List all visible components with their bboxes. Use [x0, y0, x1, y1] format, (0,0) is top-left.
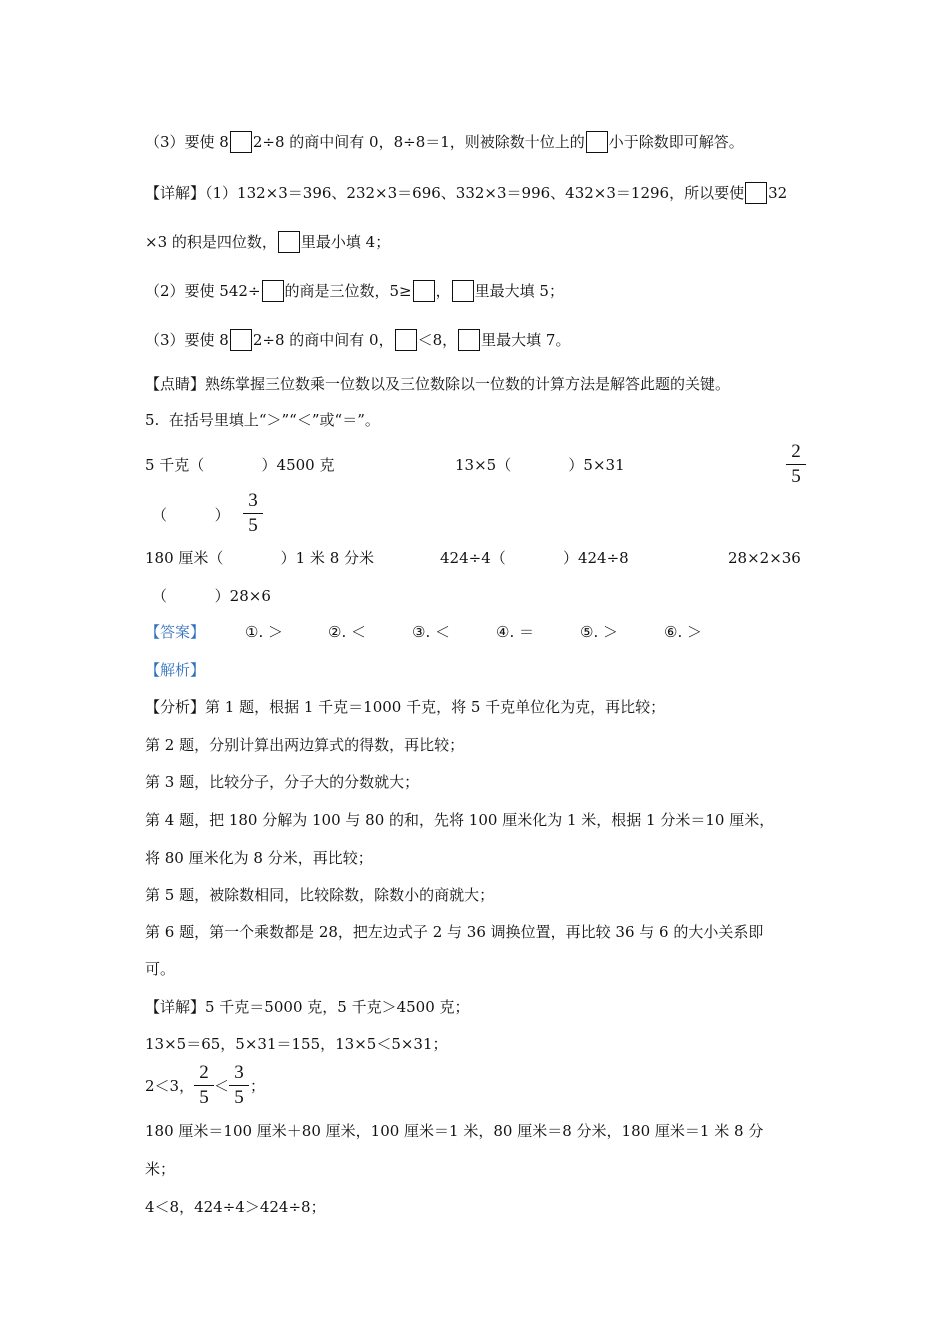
blank-box: [413, 280, 435, 302]
question-5-title: 5. 在括号里填上“＞”“＜”或“＝”。: [145, 411, 380, 429]
blank-box: [458, 329, 480, 351]
q5-item-6-right: （ ）28×6: [152, 587, 271, 605]
blank-box: [262, 280, 284, 302]
detail-step2: （2）要使 542÷ 的商是三位数，5≥ ， 里最大填 5；: [145, 282, 564, 300]
blank-box: [278, 231, 300, 253]
q5-item-4: 180 厘米（ ）1 米 8 分米: [145, 549, 375, 567]
q5-item-2: 13×5（ ）5×31: [455, 456, 625, 474]
blank-box: [586, 131, 608, 153]
answer-label: 【答案】: [145, 623, 206, 641]
analysis-line: 第 4 题，把 180 分解为 100 与 80 的和，先将 100 厘米化为 1 米，根据 1 分米＝10 厘米，: [145, 811, 775, 829]
detail-line: 米；: [145, 1160, 176, 1178]
analysis-line: 第 6 题，第一个乘数都是 28，把左边式子 2 与 36 调换位置，再比较 36 与 6 的大小关系即: [145, 923, 764, 941]
fraction-2-5: 2 5: [786, 441, 806, 488]
detail-line: 4＜8，424÷4＞424÷8；: [145, 1198, 326, 1216]
q5-item-3-paren: （ ）: [152, 506, 230, 524]
detail-line: 180 厘米＝100 厘米＋80 厘米，100 厘米＝1 米，80 厘米＝8 分米，180 厘米＝1 米 8 分: [145, 1122, 764, 1140]
analysis-line: 第 2 题，分别计算出两边算式的得数，再比较；: [145, 736, 465, 754]
fraction-2-5: 2 5: [194, 1062, 214, 1109]
analysis-label: 【解析】: [145, 661, 206, 679]
detail-step1-cont: ×3 的积是四位数， 里最小填 4；: [145, 233, 391, 251]
analysis-line: 将 80 厘米化为 8 分米，再比较；: [145, 849, 373, 867]
key-point: 【点睛】熟练掌握三位数乘一位数以及三位数除以一位数的计算方法是解答此题的关键。: [145, 375, 731, 393]
analysis-line: 第 5 题，被除数相同，比较除数，除数小的商就大；: [145, 886, 495, 904]
q5-item-5: 424÷4（ ）424÷8: [440, 549, 629, 567]
answer-4: ④. ＝: [496, 623, 534, 641]
less-than-sign: ＜: [214, 1077, 230, 1095]
answer-6: ⑥. ＞: [664, 623, 702, 641]
blank-box: [395, 329, 417, 351]
blank-box: [230, 329, 252, 351]
detail-line-fraction-lead: 2＜3，: [145, 1077, 195, 1095]
answer-3: ③. ＜: [412, 623, 450, 641]
semicolon: ；: [250, 1077, 266, 1095]
fraction-3-5: 3 5: [243, 490, 263, 537]
analysis-line: 第 3 题，比较分子，分子大的分数就大；: [145, 773, 420, 791]
answer-2: ②. ＜: [328, 623, 366, 641]
detail-step1: 【详解】（1）132×3＝396、232×3＝696、332×3＝996、432×3＝1296，所以要使 32: [145, 184, 788, 202]
q5-item-6-left: 28×2×36: [728, 549, 801, 567]
detail-step3: （3）要使 8 2÷8 的商中间有 0， ＜8， 里最大填 7。: [145, 331, 571, 349]
step3-hint: （3）要使 8 2÷8 的商中间有 0，8÷8＝1，则被除数十位上的 小于除数即可解答。: [145, 133, 744, 151]
blank-box: [230, 131, 252, 153]
answer-1: ①. ＞: [245, 623, 283, 641]
analysis-line: 【分析】第 1 题，根据 1 千克＝1000 千克，将 5 千克单位化为克，再比较；: [145, 698, 666, 716]
answer-5: ⑤. ＞: [580, 623, 618, 641]
blank-box: [452, 280, 474, 302]
q5-item-1: 5 千克（ ）4500 克: [145, 456, 335, 474]
analysis-line: 可。: [145, 960, 176, 978]
detail-line: 13×5＝65，5×31＝155，13×5＜5×31；: [145, 1035, 448, 1053]
detail-line: 【详解】5 千克＝5000 克，5 千克＞4500 克；: [145, 998, 470, 1016]
blank-box: [745, 182, 767, 204]
fraction-3-5: 3 5: [229, 1062, 249, 1109]
